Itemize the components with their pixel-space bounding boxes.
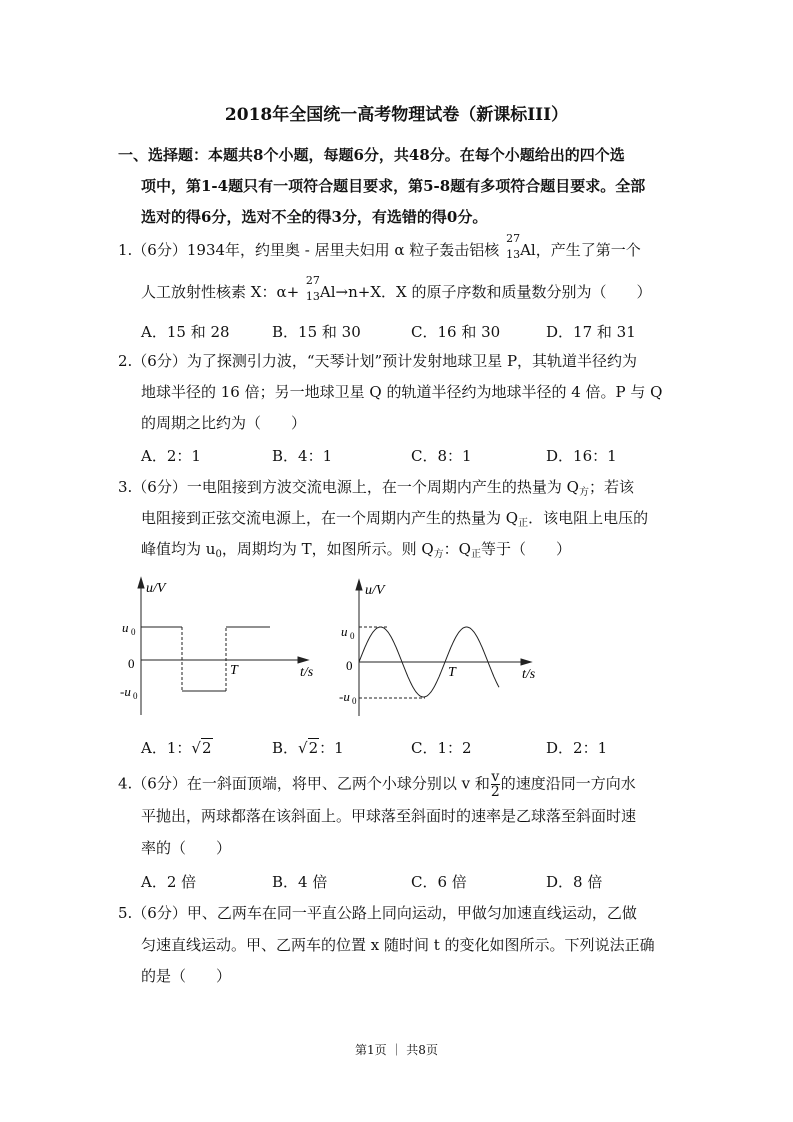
question-text: 人工放射性核素 X：α+ 27 13 Al→n+X．X 的原子序数和质量数分别为（ ） (141, 274, 652, 303)
u0-label: u (341, 624, 348, 639)
option-c[interactable]: C．6 倍 (411, 873, 467, 891)
page-footer: 第1页 ｜ 共8页 (355, 1043, 438, 1057)
neg-u0-label: -u (339, 689, 350, 704)
question-text: 率的（ ） (141, 839, 232, 857)
svg-text:0: 0 (131, 627, 136, 637)
svg-text:0: 0 (352, 696, 357, 706)
question-text: 峰值均为 $u_0$，周期均为 T，如图所示。则 $Q_方$：$Q_正$等于（ ） (141, 540, 571, 560)
option-b[interactable]: B．4 倍 (272, 873, 328, 891)
question-text: 匀速直线运动。甲、乙两车的位置 x 随时间 t 的变化如图所示。下列说法正确 (141, 936, 655, 954)
page-title: 2018年全国统一高考物理试卷（新课标III） (224, 105, 569, 125)
question-text: 2.（6分）为了探测引力波，“天琴计划”预计发射地球卫星 P，其轨道半径约为 (118, 352, 638, 370)
voltage-graphs (110, 570, 560, 720)
option-d[interactable]: D．16：1 (546, 447, 617, 465)
origin-label: 0 (128, 656, 135, 671)
section-line: 一、选择题：本题共8个小题，每题6分，共48分。在每个小题给出的四个选 (118, 146, 625, 164)
sine-wave-graph (356, 580, 531, 716)
option-d[interactable]: D．8 倍 (546, 873, 603, 891)
origin-label: 0 (346, 658, 353, 673)
option-a[interactable]: A．1：√2 (141, 739, 212, 757)
fraction-v-over-2: $\frac{v}{2}$ (490, 769, 500, 800)
svg-text:0: 0 (133, 691, 138, 701)
option-a[interactable]: A．15 和 28 (141, 323, 230, 341)
nuclide-al: 27 13 (506, 232, 521, 261)
svg-text:0: 0 (350, 631, 355, 641)
square-wave-graph (138, 578, 308, 715)
section-line: 选对的得6分，选对不全的得3分，有选错的得0分。 (141, 208, 488, 226)
y-axis-label: u/V (146, 581, 166, 596)
question-text: 3.（6分）一电阻接到方波交流电源上，在一个周期内产生的热量为 $Q_方$；若该 (118, 478, 634, 498)
x-axis-label: t/s (522, 667, 536, 682)
option-b[interactable]: B．4：1 (272, 447, 333, 465)
x-axis-label: t/s (300, 665, 314, 680)
option-a[interactable]: A．2 倍 (141, 873, 197, 891)
neg-u0-label: -u (120, 684, 131, 699)
u0-label: u (122, 620, 129, 635)
period-label: T (230, 663, 238, 678)
question-text: 1.（6分）1934年，约里奥 - 居里夫妇用 α 粒子轰击铝核 27 13 Al，产生了第一个 (118, 232, 641, 261)
period-label: T (448, 665, 456, 680)
question-text: 地球半径的 16 倍；另一地球卫星 Q 的轨道半径约为地球半径的 4 倍。P 与 Q (141, 383, 663, 401)
option-d[interactable]: D．17 和 31 (546, 323, 636, 341)
option-b[interactable]: B．√2：1 (272, 739, 344, 757)
question-text: 5.（6分）甲、乙两车在同一平直公路上同向运动，甲做匀加速直线运动，乙做 (118, 904, 637, 922)
question-text: 的周期之比约为（ ） (141, 414, 307, 432)
option-b[interactable]: B．15 和 30 (272, 323, 361, 341)
nuclide-al: 27 13 (305, 274, 320, 303)
question-text: 4.（6分）在一斜面顶端，将甲、乙两个小球分别以 v 和 $\frac{v}{2}$ 的速度沿同一方向水 (118, 769, 636, 800)
question-text: 平抛出，两球都落在该斜面上。甲球落至斜面时的速率是乙球落至斜面时速 (141, 807, 637, 825)
option-a[interactable]: A．2：1 (141, 447, 201, 465)
section-line: 项中，第1-4题只有一项符合题目要求，第5-8题有多项符合题目要求。全部 (141, 177, 646, 195)
question-text: 电阻接到正弦交流电源上，在一个周期内产生的热量为 $Q_正$．该电阻上电压的 (141, 509, 649, 529)
option-d[interactable]: D．2：1 (546, 739, 608, 757)
question-text: 的是（ ） (141, 967, 232, 985)
option-c[interactable]: C．16 和 30 (411, 323, 501, 341)
option-c[interactable]: C．8：1 (411, 447, 472, 465)
y-axis-label: u/V (365, 583, 385, 598)
option-c[interactable]: C．1：2 (411, 739, 472, 757)
